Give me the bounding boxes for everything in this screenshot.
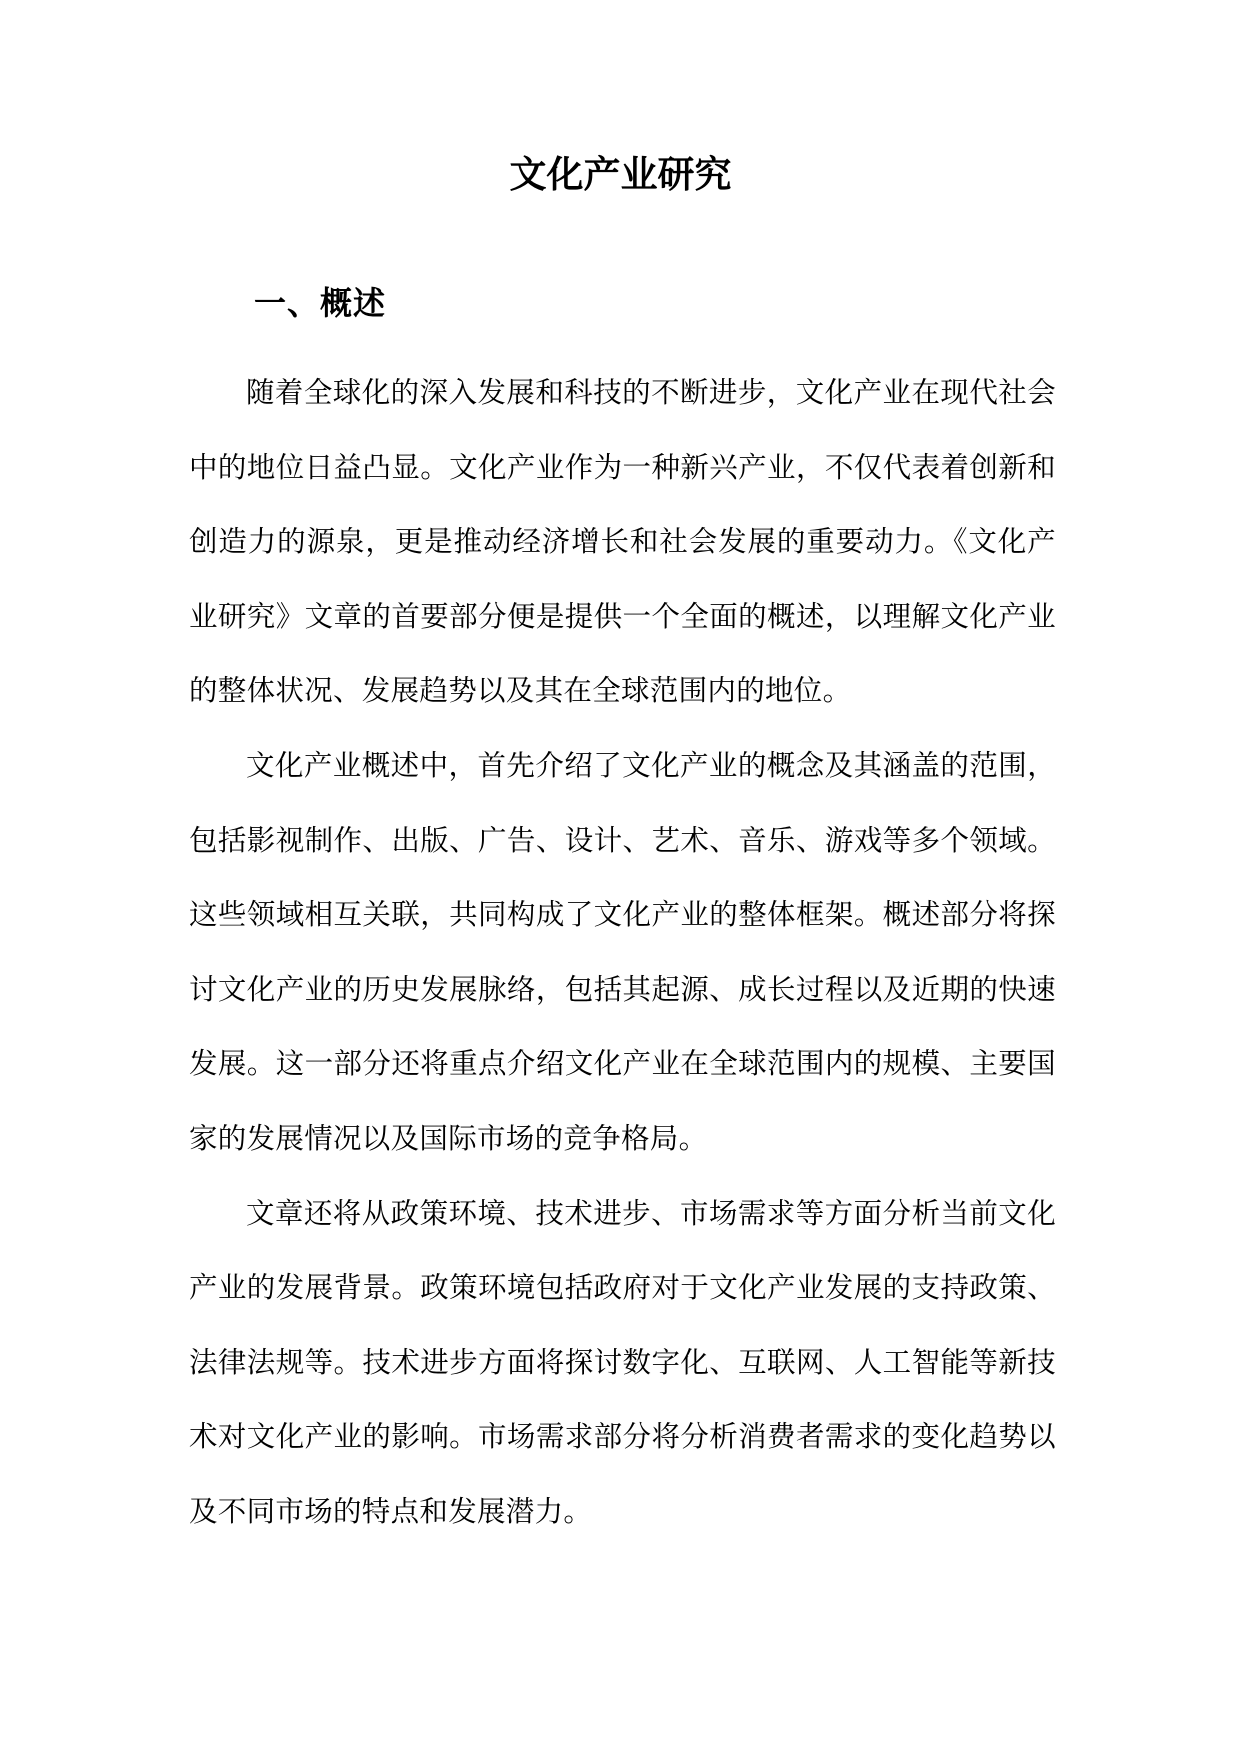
section-heading: 一、概述	[254, 284, 387, 322]
document-title: 文化产业研究	[509, 153, 732, 196]
paragraph-3: 文章还将从政策环境、技术进步、市场需求等方面分析当前文化产业的发展背景。政策环境包括政府对于文化产业发展的支持政策、法律法规等。技术进步方面将探讨数字化、互联网、人工智能等新技术对文化产业的影响。市场需求部分将分析消费者需求的变化趋势以及不同市场的特点和发展潜力。	[189, 1196, 1056, 1528]
paragraph-1: 随着全球化的深入发展和科技的不断进步，文化产业在现代社会中的地位日益凸显。文化产业作为一种新兴产业，不仅代表着创新和创造力的源泉，更是推动经济增长和社会发展的重要动力。《文化产业研究》文章的首要部分便是提供一个全面的概述，以理解文化产业的整体状况、发展趋势以及其在全球范围内的地位。	[189, 376, 1056, 708]
paragraph-2: 文化产业概述中，首先介绍了文化产业的概念及其涵盖的范围，包括影视制作、出版、广告、设计、艺术、音乐、游戏等多个领域。这些领域相互关联，共同构成了文化产业的整体框架。概述部分将探讨文化产业的历史发展脉络，包括其起源、成长过程以及近期的快速发展。这一部分还将重点介绍文化产业在全球范围内的规模、主要国家的发展情况以及国际市场的竞争格局。	[189, 748, 1056, 1155]
body-text	[189, 356, 1056, 1550]
